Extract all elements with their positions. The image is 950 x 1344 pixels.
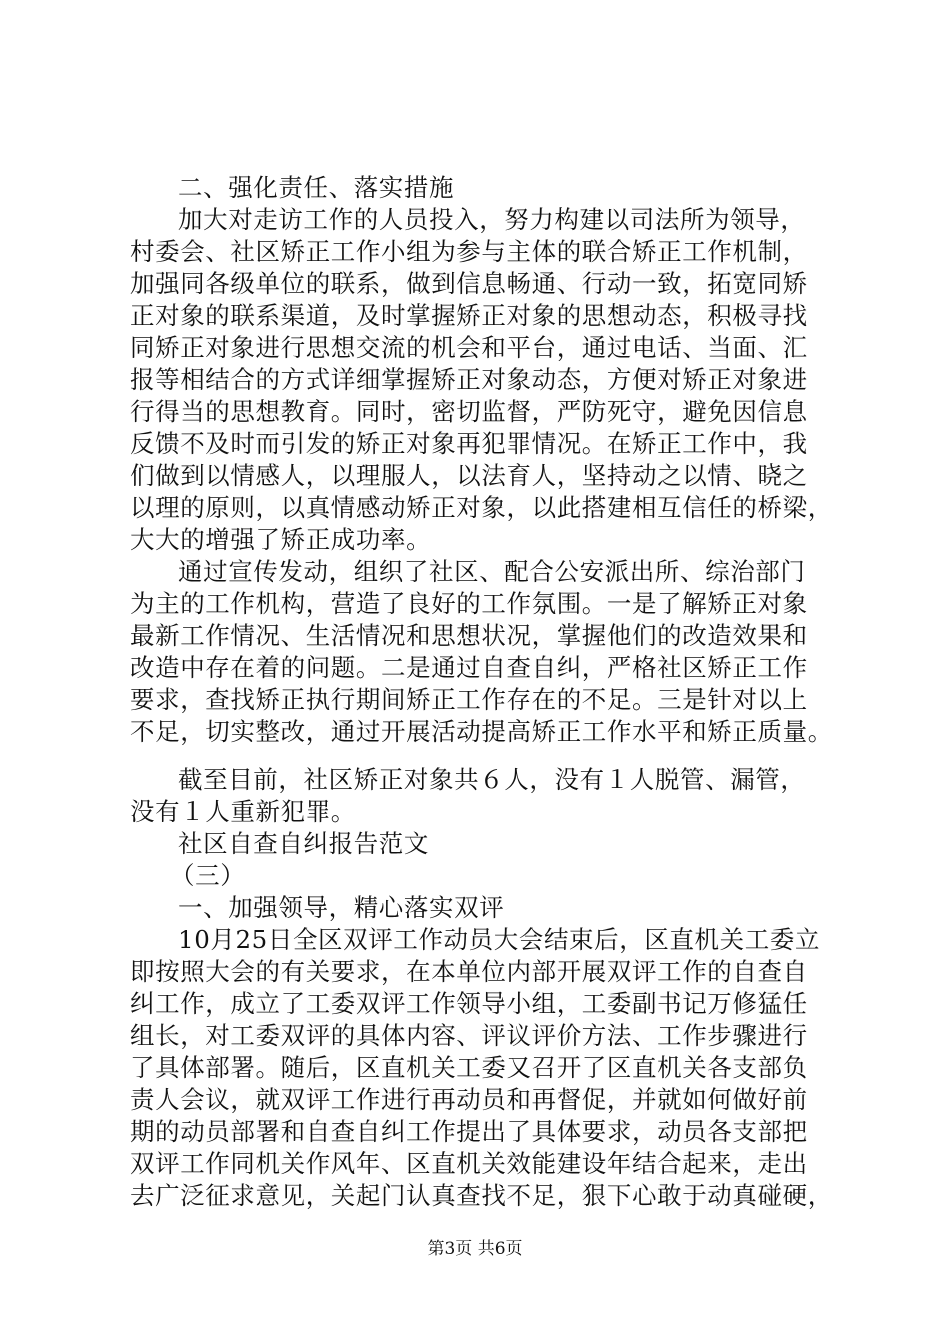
text-line: 加强同各级单位的联系，做到信息畅通、行动一致，拓宽同矫 (130, 269, 808, 298)
text-line: 10月25日全区双评工作动员大会结束后，区直机关工委立 (178, 925, 821, 954)
text-line: 为主的工作机构，营造了良好的工作氛围。一是了解矫正对象 (130, 589, 808, 618)
text-line: 二、强化责任、落实措施 (178, 173, 455, 202)
text-line: 报等相结合的方式详细掌握矫正对象动态，方便对矫正对象进 (130, 365, 808, 394)
text-line: 社区自查自纠报告范文 (178, 829, 429, 858)
text-line: 同矫正对象进行思想交流的机会和平台，通过电话、当面、汇 (130, 333, 808, 362)
text-line: 加大对走访工作的人员投入，努力构建以司法所为领导， (178, 205, 806, 234)
text-line: 正对象的联系渠道，及时掌握矫正对象的思想动态，积极寻找 (130, 301, 808, 330)
text-line: 不足，切实整改，通过开展活动提高矫正工作水平和矫正质量。 (130, 717, 833, 746)
text-line: 最新工作情况、生活情况和思想状况，掌握他们的改造效果和 (130, 621, 808, 650)
text-line: 改造中存在着的问题。二是通过自查自纠，严格社区矫正工作 (130, 653, 808, 682)
text-line: 以理的原则，以真情感动矫正对象，以此搭建相互信任的桥梁， (130, 493, 833, 522)
text-line: 责人会议，就双评工作进行再动员和再督促，并就如何做好前 (130, 1085, 808, 1114)
text-line: 们做到以情感人，以理服人，以法育人，坚持动之以情、晓之 (130, 461, 808, 490)
text-line: 行得当的思想教育。同时，密切监督，严防死守，避免因信息 (130, 397, 808, 426)
text-line: 去广泛征求意见，关起门认真查找不足，狠下心敢于动真碰硬， (130, 1181, 833, 1210)
text-line: 通过宣传发动，组织了社区、配合公安派出所、综治部门 (178, 557, 806, 586)
page-number: 第3页 共6页 (427, 1239, 523, 1259)
text-line: 村委会、社区矫正工作小组为参与主体的联合矫正工作机制， (130, 237, 808, 266)
text-line: 大大的增强了矫正成功率。 (130, 525, 432, 554)
text-line: （三） (170, 861, 246, 890)
text-line: 组长，对工委双评的具体内容、评议评价方法、工作步骤进行 (130, 1021, 808, 1050)
text-line: 纠工作，成立了工委双评工作领导小组，工委副书记万修猛任 (130, 989, 808, 1018)
text-line: 即按照大会的有关要求，在本单位内部开展双评工作的自查自 (130, 957, 808, 986)
text-line: 了具体部署。随后，区直机关工委又召开了区直机关各支部负 (130, 1053, 808, 1082)
text-line: 双评工作同机关作风年、区直机关效能建设年结合起来，走出 (130, 1149, 808, 1178)
text-line: 反馈不及时而引发的矫正对象再犯罪情况。在矫正工作中，我 (130, 429, 808, 458)
text-line: 截至目前，社区矫正对象共６人，没有１人脱管、漏管， (178, 765, 806, 794)
text-line: 没有１人重新犯罪。 (130, 797, 356, 826)
text-line: 一、加强领导，精心落实双评 (178, 893, 505, 922)
text-line: 期的动员部署和自查自纠工作提出了具体要求，动员各支部把 (130, 1117, 808, 1146)
text-line: 要求，查找矫正执行期间矫正工作存在的不足。三是针对以上 (130, 685, 808, 714)
